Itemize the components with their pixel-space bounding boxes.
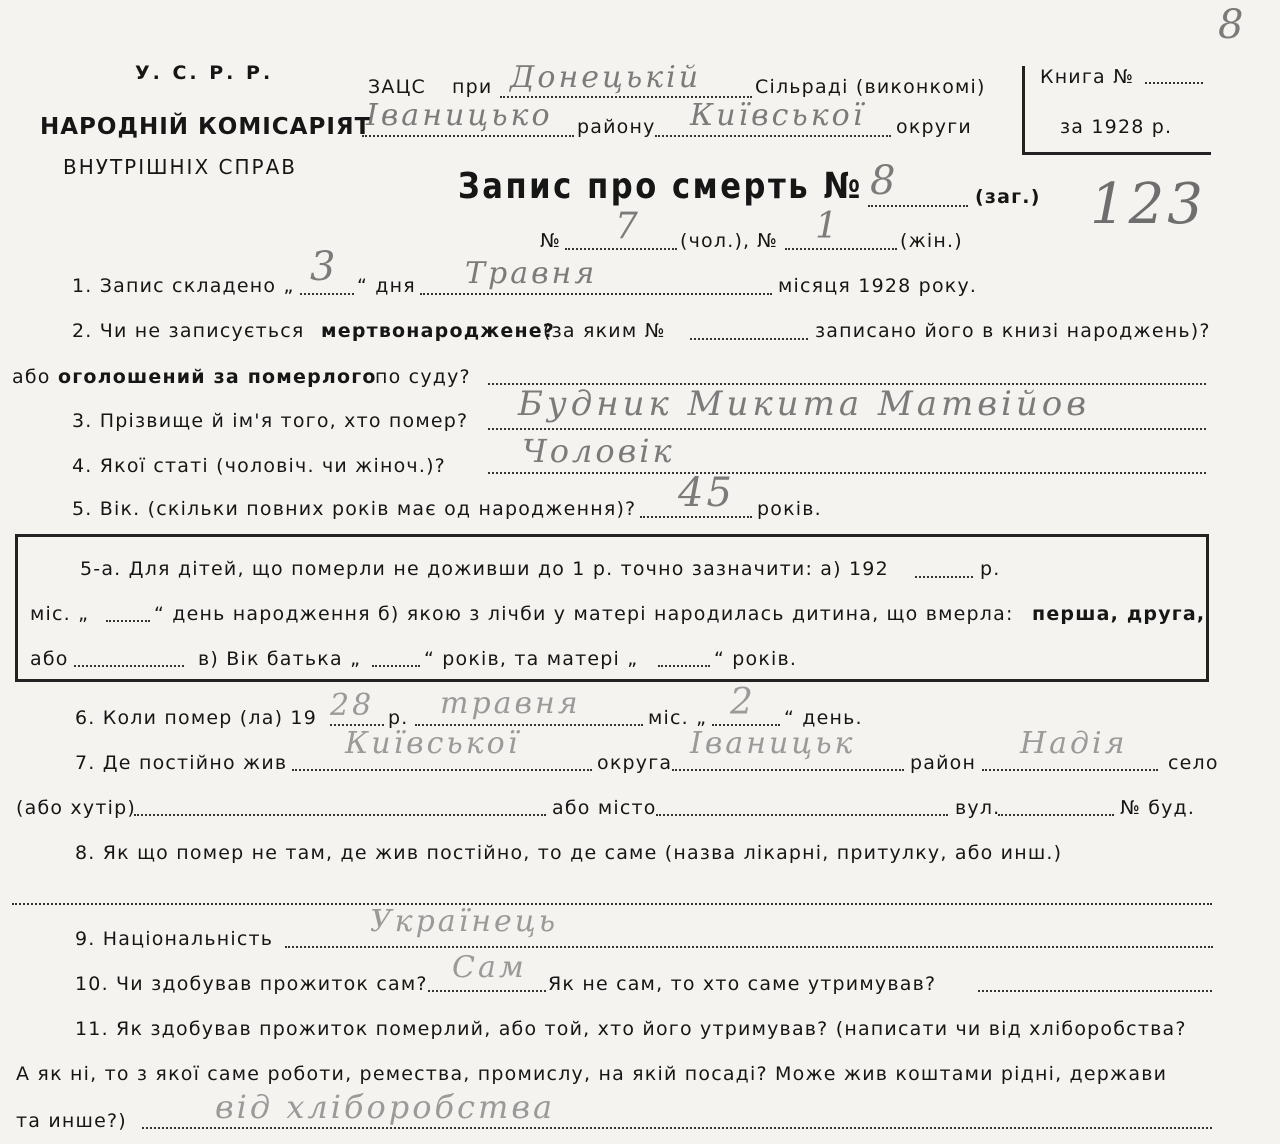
item5a-order: перша, друга, [1032, 603, 1206, 625]
item7-okruh-line [292, 769, 592, 771]
item9-label: 9. Національність [75, 928, 274, 950]
pri-label: при [452, 76, 493, 98]
chol-line [565, 248, 677, 250]
item5a-birth-label: “ день народження б) якою з лічби у матері народилась дитина, що вмерла: [154, 603, 1014, 625]
item10-self-line [428, 990, 546, 992]
book-year: за 1928 р. [1060, 116, 1173, 138]
raion-line [362, 135, 574, 137]
item5a-or-line [74, 665, 184, 667]
hw-village: Донецькій [510, 60, 702, 95]
hw-item7-selo: Надія [1020, 726, 1128, 761]
record-title: Запис про смерть № [458, 166, 863, 207]
hw-okruh: Київської [690, 98, 866, 133]
item10-other-label: Як не сам, то хто саме утримував? [548, 973, 937, 995]
hw-item10-self: Сам [452, 950, 527, 985]
record-number-line [868, 205, 968, 207]
hw-item1-month: Травня [465, 256, 598, 291]
item2-label: 2. Чи не записується [72, 320, 305, 342]
item6-day-label: “ день. [784, 707, 863, 729]
item10-other-line [978, 990, 1212, 992]
item5a-month-label: міс. „ [30, 603, 90, 625]
item5a-father-label: в) Вік батька „ [198, 648, 362, 670]
item7-raion-line [672, 769, 904, 771]
okruh-line [655, 135, 891, 137]
item5a-years-label: “ років. [714, 648, 798, 670]
item8-label: 8. Як що помер не там, де жив постійно, то де саме (назва лікарні, притулку, або инш.) [75, 842, 1063, 864]
item2-or-label: або [12, 366, 51, 388]
item6-label: 6. Коли помер (ла) 19 [75, 707, 318, 729]
item5a-year-line [915, 576, 973, 578]
hw-item5-age: 45 [678, 470, 735, 516]
silrada-label: Сільраді (виконкомі) [755, 76, 986, 98]
hw-item11-occupation: від хліборобства [215, 1088, 556, 1126]
item5-label: 5. Вік. (скільки повних років має од народження)? [72, 498, 637, 520]
item1-day-label: “ дня [357, 275, 416, 297]
item7-street-label: вул. [955, 797, 1001, 819]
hw-item6-day: 2 [730, 682, 756, 723]
item4-line [488, 472, 1206, 474]
item7-raion-label: район [910, 752, 977, 774]
no-label: № [540, 230, 561, 252]
corner-number: 8 [1218, 2, 1247, 48]
item9-line [285, 946, 1213, 948]
okruh-label: округи [896, 116, 972, 138]
item1-day-line [300, 293, 354, 295]
item2-number-label: (за яким № [543, 320, 666, 342]
item10-label: 10. Чи здобував прожиток сам? [75, 973, 428, 995]
hw-zhin: 1 [815, 206, 841, 247]
hw-raion: Іваницько [366, 98, 553, 133]
item7-street-line [998, 814, 1114, 816]
zacs-label: ЗАЦС [368, 76, 426, 98]
hw-item6-year: 28 [330, 688, 375, 723]
item1-month-line [420, 293, 772, 295]
item11-label-3: та инше?) [16, 1110, 127, 1132]
item5a-father-line [372, 665, 420, 667]
item7-selo-label: село [1168, 752, 1219, 774]
item5a-r: р. [980, 558, 1001, 580]
book-label: Книга № [1040, 66, 1135, 88]
zhin-label: (жін.) [900, 230, 963, 252]
item11-label-2: А як ні, то з якої саме роботи, ремества, промислу, на якій посаді? Може жив коштами рідні, держави [16, 1063, 1168, 1085]
item7-city-label: або місто [552, 797, 657, 819]
hw-record-number: 8 [870, 158, 899, 204]
item11-line [142, 1127, 1212, 1129]
item8-line [12, 903, 1212, 905]
book-number-line [1145, 82, 1203, 84]
hw-item7-raion: Іваницьк [690, 726, 856, 761]
item7-khutir-line [134, 814, 546, 816]
item7-label: 7. Де постійно жив [75, 752, 288, 774]
zag-label: (заг.) [975, 186, 1041, 208]
item5-line [640, 516, 752, 518]
item5a-mother-label: “ років, та матері „ [424, 648, 639, 670]
hw-item9-nationality: Українець [370, 904, 559, 939]
item7-house-label: № буд. [1120, 797, 1196, 819]
item7-selo-line [982, 769, 1158, 771]
item4-label: 4. Якої статі (чоловіч. чи жіноч.)? [72, 455, 446, 477]
item2-number-line [690, 338, 808, 340]
hw-chol: 7 [615, 206, 641, 247]
ussr-label: У. С. Р. Р. [135, 62, 274, 84]
item5a-day-line [106, 620, 150, 622]
item7-khutir-label: (або хутір) [16, 797, 136, 819]
item5a-or: або [30, 648, 69, 670]
raion-label: району [577, 116, 656, 138]
item2-court: по суду? [375, 366, 471, 388]
item5a-mother-line [658, 665, 710, 667]
hw-item6-month: травня [440, 686, 581, 721]
item2-book-label: записано його в книзі народжень)? [815, 320, 1211, 342]
item2-stillborn: мертвонароджене? [321, 320, 556, 342]
item2-declared: оголошений за померлого [58, 366, 377, 388]
item1-label: 1. Запис складено „ [72, 275, 295, 297]
hw-side-number: 123 [1090, 172, 1206, 237]
item5-years-label: років. [757, 498, 822, 520]
item3-line [488, 428, 1206, 430]
item7-city-line [656, 814, 948, 816]
item3-label: 3. Прізвище й ім'я того, хто помер? [72, 410, 469, 432]
hw-item3-name: Будник Микита Матвійов [518, 384, 1091, 424]
chol-label: (чол.), [680, 230, 751, 252]
commissariat-label: НАРОДНІЙ КОМІСАРІЯТ [40, 114, 372, 140]
item1-year-label: місяця 1928 року. [778, 275, 978, 297]
department-label: ВНУТРІШНІХ СПРАВ [63, 155, 297, 179]
hw-item7-okruh: Київської [345, 726, 521, 761]
no2-label: № [757, 230, 778, 252]
item6-month-label: міс. „ [648, 707, 708, 729]
zhin-line [785, 248, 897, 250]
item7-okruh-label: округа [597, 752, 673, 774]
item11-label: 11. Як здобував прожиток померлий, або той, хто його утримував? (написати чи від хліборобства? [75, 1018, 1187, 1040]
hw-item1-day: 3 [310, 244, 339, 290]
hw-item4-sex: Чоловік [522, 432, 675, 470]
item5a-label: 5-а. Для дітей, що померли не доживши до 1 р. точно зазначити: а) 192 [80, 558, 889, 580]
item6-r: р. [388, 707, 409, 729]
